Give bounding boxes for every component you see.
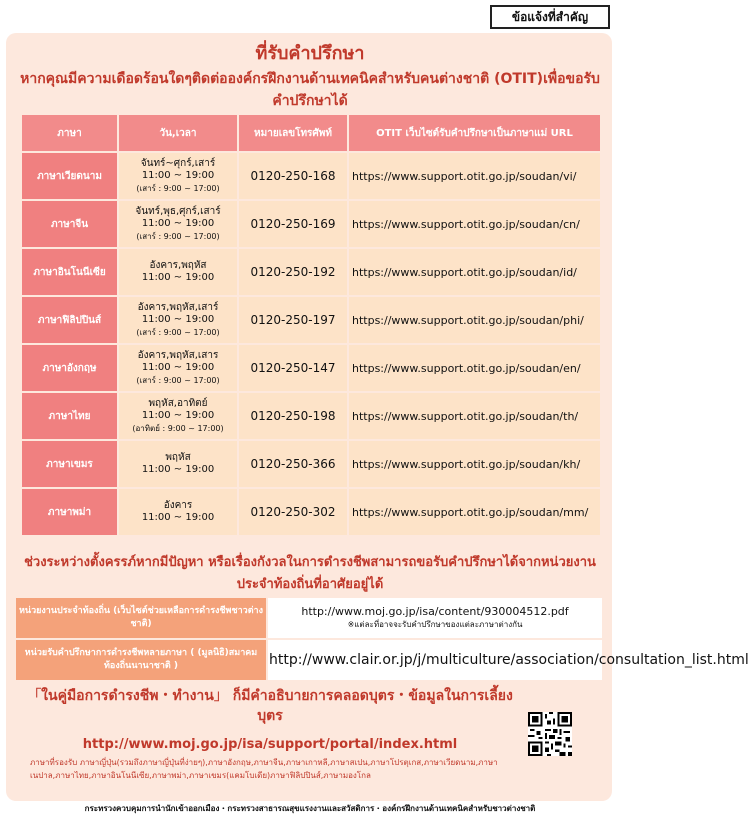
table-row <box>22 153 600 199</box>
phone-cell: 0120-250-302 <box>239 489 347 535</box>
page-title: ที่รับคำปรึกษา <box>255 43 365 64</box>
hours-text: 11:00 ~ 19:00 <box>141 169 215 181</box>
table-row <box>22 249 600 295</box>
language-cell: ภาษาฟิลิปปินส์ <box>22 297 117 343</box>
url-link[interactable]: https://www.support.otit.go.jp/soudan/cn/ <box>349 201 600 247</box>
days-text: อังคาร,พฤหัส,เสาร <box>137 349 219 361</box>
phone-cell: 0120-250-168 <box>239 153 347 199</box>
hours-text: 11:00 ~ 19:00 <box>141 512 215 523</box>
consultation-table <box>20 113 602 537</box>
multilingual-desk-label: หน่วยรับคำปรึกษาการดำรงชีพหลายภาษา ( (มูลนิธิ)สมาคมท้องถิ่นนานาชาติ ) <box>16 640 266 680</box>
qr-code-icon <box>528 712 572 756</box>
local-agency-label: หน่วยงานประจำท้องถิ่น (เว็บไซต์ช่วยเหลือการดำรงชีพชาวต่างชาติ) <box>16 598 266 638</box>
url-link[interactable]: https://www.support.otit.go.jp/soudan/th/ <box>349 393 600 439</box>
hours-cell <box>119 249 237 295</box>
phone-cell: 0120-250-366 <box>239 441 347 487</box>
phone-cell: 0120-250-192 <box>239 249 347 295</box>
url-link[interactable]: https://www.support.otit.go.jp/soudan/phi/ <box>349 297 600 343</box>
days-text: อังคาร,พฤหัส <box>149 260 207 271</box>
local-consultation-table <box>14 596 749 682</box>
url-link[interactable]: https://www.support.otit.go.jp/soudan/mm/ <box>349 489 600 535</box>
hours-text: 11:00 ~ 19:00 <box>141 313 215 325</box>
header-phone: หมายเลขโทรศัพท์ <box>239 115 347 151</box>
days-text: อังคาร <box>163 500 193 511</box>
table-row <box>22 441 600 487</box>
language-cell: ภาษาเวียดนาม <box>22 153 117 199</box>
hours-cell <box>119 393 237 439</box>
clair-link[interactable]: http://www.clair.or.jp/j/multiculture/association/consultation_list.html <box>269 652 749 668</box>
footer-agencies: กระทรวงควบคุมการนำนักเข้าออกเมือง・กระทรวงสาธารณสุขแรงงานและสวัสดิการ・องค์กรฝึกงานด้านเทคนิคสำหรับชาวต่างชาติ <box>84 804 536 813</box>
table-header-row <box>22 115 600 151</box>
phone-cell: 0120-250-198 <box>239 393 347 439</box>
days-text: อังคาร,พฤหัส,เสาร์ <box>137 301 219 313</box>
days-text: พฤหัส,อาทิตย์ <box>148 397 208 409</box>
weekend-hours-text: (เสาร์ : 9:00 ~ 17:00) <box>136 375 220 385</box>
hours-cell <box>119 345 237 391</box>
url-link[interactable]: https://www.support.otit.go.jp/soudan/kh/ <box>349 441 600 487</box>
supported-languages: ภาษาที่รองรับ ภาษาญี่ปุ่น(รวมถึงภาษาญี่ปุ่นที่ง่ายๆ),ภาษาอังกฤษ,ภาษาจีน,ภาษาเกาหลี,ภาษาสเปน,ภาษาโปรตุเกส,ภาษาเวียดนาม,ภาษาเนปาล,ภาษาไทย,ภาษาอินโนนีเซีย,ภาษาพม่า,ภาษาเขมร(แคมโบเดีย)ภาษาฟิลิปปินส์,ภาษามองโกล <box>30 758 498 780</box>
intro-text: หากคุณมีความเดือดร้อนใดๆติดต่อองค์กรฝึกงานด้านเทคนิคสำหรับคนต่างชาติ (OTIT)เพื่อขอรับคำปรึกษาได้ <box>20 71 600 109</box>
language-cell: ภาษาอินโนนีเซีย <box>22 249 117 295</box>
phone-cell: 0120-250-197 <box>239 297 347 343</box>
table-row <box>22 393 600 439</box>
language-cell: ภาษาจีน <box>22 201 117 247</box>
table-row <box>22 345 600 391</box>
hours-cell <box>119 441 237 487</box>
days-text: พฤหัส <box>165 452 191 463</box>
hours-cell <box>119 489 237 535</box>
hours-text: 11:00 ~ 19:00 <box>141 464 215 475</box>
guidebook-text: 「ในคู่มือการดำรงชีพ・ทำงาน」 ก็มีคำอธิบายการคลอดบุตร・ข้อมูลในการเลี้ยงบุตร <box>27 688 513 724</box>
header-url: OTIT เว็บไซต์รับคำปรึกษาเป็นภาษาแม่ URL <box>349 115 600 151</box>
language-cell: ภาษาพม่า <box>22 489 117 535</box>
local-agency-link[interactable]: http://www.moj.go.jp/isa/content/930004512.pdf <box>301 605 569 618</box>
phone-cell: 0120-250-147 <box>239 345 347 391</box>
language-cell: ภาษาไทย <box>22 393 117 439</box>
weekend-hours-text: (เสาร์ : 9:00 ~ 17:00) <box>136 327 220 337</box>
url-link[interactable]: https://www.support.otit.go.jp/soudan/en/ <box>349 345 600 391</box>
table-row <box>16 598 602 638</box>
url-link[interactable]: https://www.support.otit.go.jp/soudan/id/ <box>349 249 600 295</box>
header-language: ภาษา <box>22 115 117 151</box>
language-cell: ภาษาเขมร <box>22 441 117 487</box>
days-text: จันทร์,พุธ,ศุกร์,เสาร์ <box>135 205 221 217</box>
portal-link[interactable]: http://www.moj.go.jp/isa/support/portal/index.html <box>82 737 458 752</box>
weekend-hours-text: (อาทิตย์ : 9:00 ~ 17:00) <box>132 423 224 433</box>
table-row <box>22 201 600 247</box>
hours-text: 11:00 ~ 19:00 <box>141 361 215 373</box>
language-cell: ภาษาอังกฤษ <box>22 345 117 391</box>
pregnancy-note: ช่วงระหว่างตั้งครรภ์หากมีปัญหา หรือเรื่องกังวลในการดำรงชีพสามารถขอรับคำปรึกษาได้จากหน่วยงานประจำท้องถิ่นที่อาศัยอยู่ได้ <box>24 555 596 592</box>
hours-cell <box>119 297 237 343</box>
weekend-hours-text: (เสาร์ : 9:00 ~ 17:00) <box>136 183 220 193</box>
table-row <box>22 297 600 343</box>
url-link[interactable]: https://www.support.otit.go.jp/soudan/vi/ <box>349 153 600 199</box>
hours-text: 11:00 ~ 19:00 <box>141 217 215 229</box>
table-row <box>16 640 602 680</box>
hours-cell <box>119 201 237 247</box>
header-hours: วัน,เวลา <box>119 115 237 151</box>
hours-text: 11:00 ~ 19:00 <box>141 272 215 283</box>
weekend-hours-text: (เสาร์ : 9:00 ~ 17:00) <box>136 231 220 241</box>
days-text: จันทร์~ศุกร์,เสาร์ <box>140 157 216 169</box>
phone-cell: 0120-250-169 <box>239 201 347 247</box>
table-row <box>22 489 600 535</box>
local-agency-note: ※แต่ละที่อาจจะรับคำปรึกษาของแต่ละภาษาต่างกัน <box>347 620 523 629</box>
hours-text: 11:00 ~ 19:00 <box>141 409 215 421</box>
hours-cell <box>119 153 237 199</box>
important-notice-tag: ข้อแจ้งที่สำคัญ <box>490 5 610 29</box>
